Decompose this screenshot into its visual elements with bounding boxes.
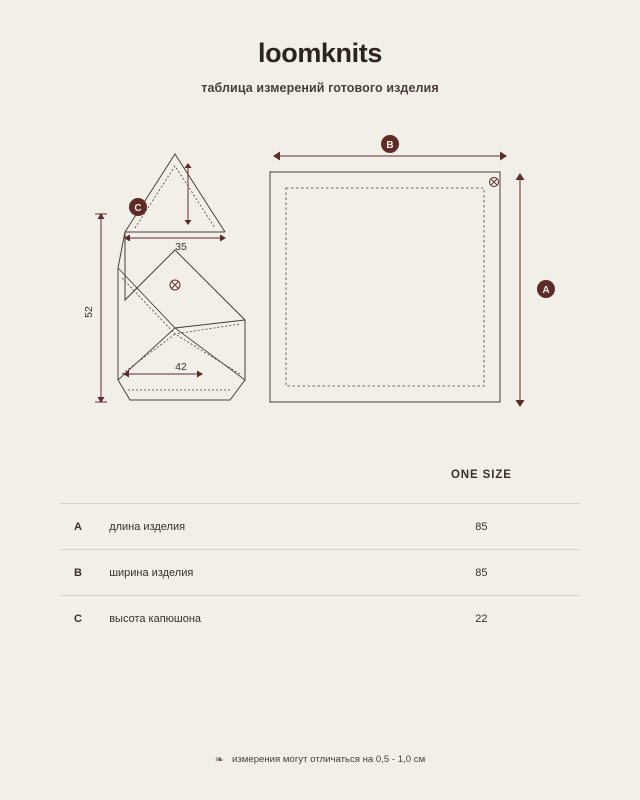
- dimension-52-group: [95, 213, 107, 403]
- marker-a: [537, 280, 555, 298]
- head-blank-label: [109, 468, 383, 504]
- measurements-table: [60, 468, 580, 641]
- right-figure-flat-blanket: [270, 172, 500, 402]
- table-head-row: [60, 468, 580, 504]
- dimension-b-arrow-left: [273, 152, 280, 161]
- blanket-inner-stitch: [286, 188, 484, 386]
- dimension-42-arrow-right: [197, 371, 203, 378]
- size-column-header: ONE SIZE: [450, 469, 512, 481]
- table-row: [60, 550, 580, 596]
- dimension-b-arrow-right: [500, 152, 507, 161]
- marker-b: [381, 135, 399, 153]
- corner-knot-cross: [491, 179, 497, 185]
- row-label: высота капюшона: [109, 596, 383, 642]
- dimension-c-group: [185, 163, 192, 225]
- dimension-42-group: [123, 371, 203, 378]
- marker-b-label: B: [386, 140, 394, 151]
- table-head: [60, 468, 580, 504]
- dimension-35-arrow-right: [220, 235, 226, 242]
- table-body: [60, 504, 580, 642]
- measurements-table-wrap: [60, 468, 580, 641]
- row-value: 85: [383, 504, 580, 550]
- row-value: 85: [383, 550, 580, 596]
- footer-note: [0, 753, 640, 766]
- dimension-c-arrow-top: [185, 163, 192, 168]
- dimension-a-arrow-bottom: [516, 400, 525, 407]
- row-letter: B: [60, 550, 109, 596]
- lower-seam-dotted: [122, 278, 240, 334]
- asterisk-icon: ❧: [214, 754, 225, 766]
- garment-diagram: [0, 118, 640, 438]
- dimension-35-label: 35: [175, 241, 187, 253]
- dimension-42-arrow-left: [123, 371, 129, 378]
- marker-c-label: C: [134, 203, 142, 214]
- center-knot-cross: [172, 282, 178, 288]
- row-label: длина изделия: [109, 504, 383, 550]
- table-row: [60, 596, 580, 642]
- dimension-a-arrow-top: [516, 173, 525, 180]
- row-letter: A: [60, 504, 109, 550]
- lower-seam-dotted-2: [122, 334, 175, 374]
- dimension-a-group: [516, 173, 525, 407]
- row-value: 22: [383, 596, 580, 642]
- dimension-42-label: 42: [175, 361, 187, 373]
- header: [0, 38, 640, 95]
- head-blank-letter: [60, 468, 109, 504]
- brand-title: loomknits: [258, 38, 382, 68]
- diagram-area: [0, 118, 640, 438]
- blanket-outline: [270, 172, 500, 402]
- dimension-52-label: 52: [83, 306, 95, 318]
- footer-note-text: измерения могут отличаться на 0,5 - 1,0 см: [232, 754, 426, 765]
- row-letter: C: [60, 596, 109, 642]
- row-label: ширина изделия: [109, 550, 383, 596]
- marker-a-label: A: [542, 285, 550, 296]
- dimension-c-arrow-bottom: [185, 220, 192, 225]
- table-row: [60, 504, 580, 550]
- marker-c: [129, 198, 147, 216]
- page-subtitle: таблица измерений готового изделия: [201, 81, 439, 95]
- left-wrap-fold: [118, 268, 175, 380]
- body-outline: [118, 232, 245, 400]
